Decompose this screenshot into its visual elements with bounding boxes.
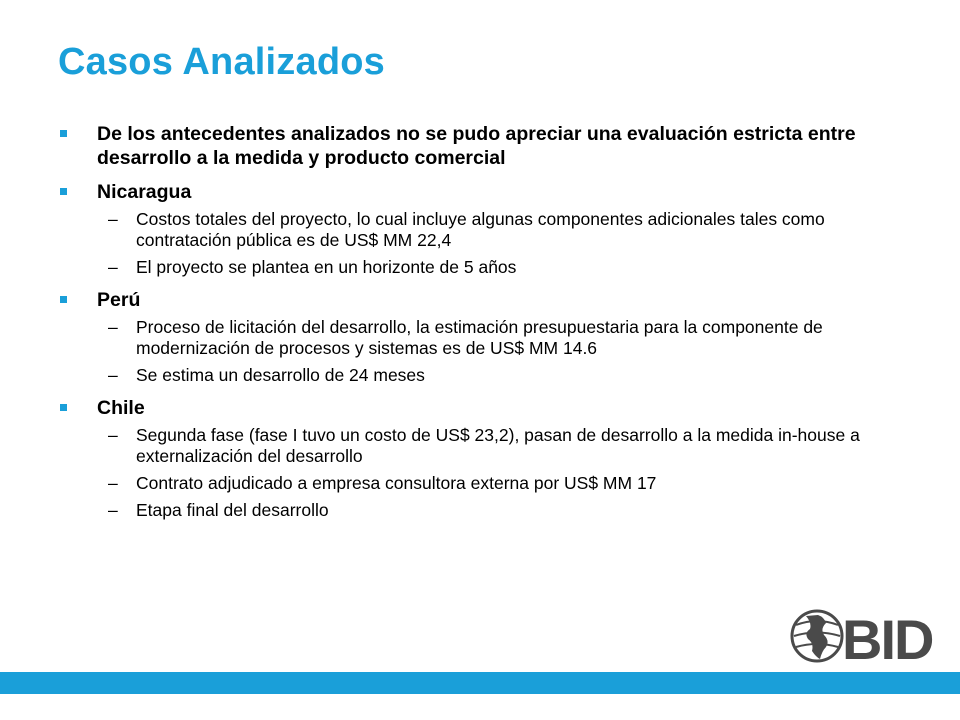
bullet-section	[60, 288, 860, 386]
bullet-section	[60, 180, 860, 278]
sub-item-text: Proceso de licitación del desarrollo, la estimación presupuestaria para la componente de modernización de procesos y sistemas es de US$ MM 14.6	[136, 317, 823, 358]
sub-list	[60, 425, 860, 521]
sub-item	[60, 365, 860, 386]
square-bullet-icon	[60, 188, 67, 195]
dash-bullet-icon: –	[108, 425, 118, 445]
square-bullet-icon	[60, 296, 67, 303]
sub-item	[60, 425, 860, 467]
bullet-text: Perú	[97, 289, 141, 311]
sub-item	[60, 500, 860, 521]
dash-bullet-icon: –	[108, 473, 118, 493]
square-bullet-icon	[60, 404, 67, 411]
dash-bullet-icon: –	[108, 317, 118, 337]
sub-item-text: El proyecto se plantea en un horizonte de 5 años	[136, 257, 517, 277]
bullet-item	[60, 122, 860, 170]
bullet-text: Chile	[97, 397, 145, 419]
slide-content	[60, 122, 860, 527]
sub-item	[60, 257, 860, 278]
square-bullet-icon	[60, 130, 67, 137]
sub-item-text: Segunda fase (fase I tuvo un costo de US$ 23,2), pasan de desarrollo a la medida in-house a externalización del desarrollo	[136, 425, 860, 466]
slide-title: Casos Analizados	[58, 41, 385, 83]
globe-icon	[792, 611, 842, 661]
dash-bullet-icon: –	[108, 209, 118, 229]
bullet-section	[60, 122, 860, 170]
bullet-text: De los antecedentes analizados no se pudo apreciar una evaluación estricta entre desarrollo a la medida y producto comercial	[97, 123, 856, 169]
logo-text: BID	[842, 608, 933, 665]
footer-bar	[0, 672, 960, 694]
sub-item	[60, 473, 860, 494]
bullet-item	[60, 288, 860, 312]
dash-bullet-icon: –	[108, 500, 118, 520]
sub-item-text: Etapa final del desarrollo	[136, 500, 329, 520]
bid-logo	[790, 607, 936, 665]
bullet-item	[60, 396, 860, 420]
bullet-item	[60, 180, 860, 204]
sub-list	[60, 209, 860, 278]
dash-bullet-icon: –	[108, 257, 118, 277]
sub-list	[60, 317, 860, 386]
bullet-text: Nicaragua	[97, 181, 192, 203]
sub-item	[60, 317, 860, 359]
bullet-section	[60, 396, 860, 521]
sub-item-text: Costos totales del proyecto, lo cual incluye algunas componentes adicionales tales como contratación pública es de US$ MM 22,4	[136, 209, 825, 250]
sub-item	[60, 209, 860, 251]
dash-bullet-icon: –	[108, 365, 118, 385]
sub-item-text: Se estima un desarrollo de 24 meses	[136, 365, 425, 385]
sub-item-text: Contrato adjudicado a empresa consultora externa por US$ MM 17	[136, 473, 657, 493]
